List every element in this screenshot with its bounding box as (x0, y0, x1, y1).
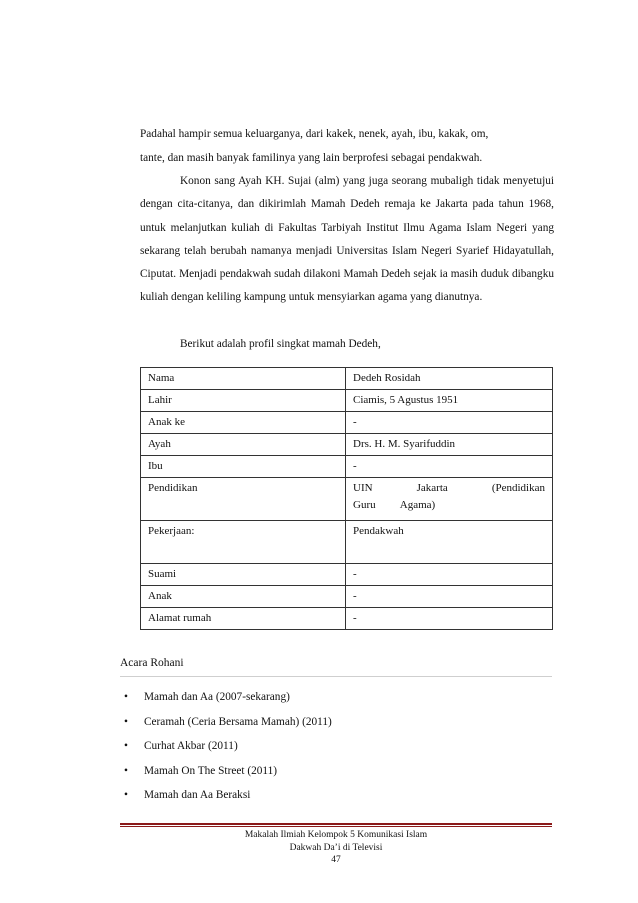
list-item (120, 783, 332, 808)
bullet-icon: • (124, 764, 128, 777)
table-row (141, 390, 553, 412)
table-value: Dedeh Rosidah (346, 368, 553, 390)
table-value: - (346, 456, 553, 478)
paragraph-1-line-2: tante, dan masih banyak familinya yang lain berprofesi sebagai pendakwah. (140, 151, 483, 164)
table-row (141, 521, 553, 564)
list-item (120, 710, 332, 735)
paragraph-1-line-1: Padahal hampir semua keluarganya, dari kakek, nenek, ayah, ibu, kakak, om, (140, 128, 489, 140)
table-key: Pendidikan (141, 478, 346, 521)
list-item-text: Mamah On The Street (2011) (144, 764, 278, 777)
footer-line-1: Makalah Ilmiah Kelompok 5 Komunikasi Islam (244, 830, 428, 840)
table-key: Lahir (141, 390, 346, 412)
table-row (141, 412, 553, 434)
footer-rule-thick (120, 823, 552, 825)
list-item-text: Mamah dan Aa Beraksi (144, 789, 251, 801)
table-row (141, 564, 553, 586)
section-title: Acara Rohani (120, 657, 184, 669)
profile-table (140, 367, 553, 630)
paragraph-2: Konon sang Ayah KH. Sujai (alm) yang juga seorang mubaligh tidak menyetujui dengan cita-citanya, dan dikirimlah Mamah Dedeh remaja ke Jakarta pada tahun 1968, untuk melanjutkan kuliah di Fakultas Tarbiyah Institut Ilmu Agama Islam Negeri yang sekarang telah berubah namanya menjadi Universitas Islam Negeri Syarief Hidayatullah, Ciputat. Menjadi pendakwah sudah dilakoni Mamah Dedeh sejak ia masih duduk dibangku kuliah dengan keliling kampung untuk mensyiarkan agama yang dianutnya. (140, 175, 554, 304)
list-item (120, 759, 332, 784)
table-value: - (346, 412, 553, 434)
table-value: - (346, 608, 553, 630)
table-key: Anak (141, 586, 346, 608)
page-number: 47 (331, 855, 341, 865)
list-item-text: Ceramah (Ceria Bersama Mamah) (2011) (144, 715, 332, 728)
page-footer (120, 829, 552, 867)
table-row (141, 434, 553, 456)
list-item (120, 685, 332, 710)
list-item (120, 734, 332, 759)
table-key: Suami (141, 564, 346, 586)
table-value: Drs. H. M. Syarifuddin (346, 434, 553, 456)
table-key: Ibu (141, 456, 346, 478)
table-key: Ayah (141, 434, 346, 456)
bullet-icon: • (124, 789, 128, 801)
acara-list (120, 685, 332, 808)
bullet-icon: • (124, 715, 128, 728)
list-item-text: Mamah dan Aa (2007-sekarang) (144, 691, 290, 703)
list-item-text: Curhat Akbar (2011) (144, 740, 238, 752)
table-row (141, 456, 553, 478)
table-key: Nama (141, 368, 346, 390)
table-value: - (346, 586, 553, 608)
paragraph-1 (140, 123, 554, 170)
table-row (141, 478, 553, 521)
bullet-icon: • (124, 691, 128, 703)
footer-line-2: Dakwah Da’i di Televisi (289, 842, 383, 853)
section-divider (120, 676, 552, 677)
table-row (141, 608, 553, 630)
table-key: Anak ke (141, 412, 346, 434)
table-value: Pendakwah (346, 521, 553, 564)
paragraph-3: Berikut adalah profil singkat mamah Dedeh, (180, 338, 381, 350)
table-key: Alamat rumah (141, 608, 346, 630)
table-row (141, 368, 553, 390)
table-value: - (346, 564, 553, 586)
table-value: UIN Jakarta (Pendidikan Guru Agama) (346, 478, 553, 521)
bullet-icon: • (124, 740, 128, 752)
footer-rule-thin (120, 826, 552, 827)
table-key: Pekerjaan: (141, 521, 346, 564)
table-value: Ciamis, 5 Agustus 1951 (346, 390, 553, 412)
table-row (141, 586, 553, 608)
